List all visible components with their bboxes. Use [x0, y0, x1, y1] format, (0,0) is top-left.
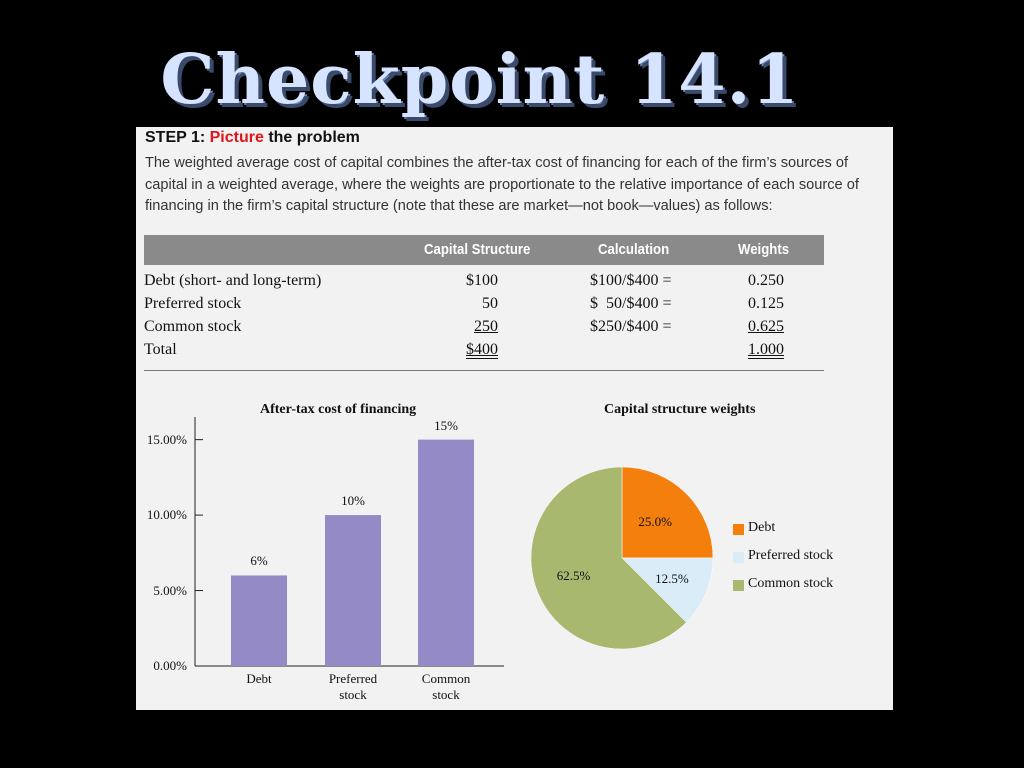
row-capital: 50 [482, 295, 498, 312]
x-category-label: Debt [246, 671, 272, 686]
bar-debt [231, 575, 287, 666]
pie-data-label: 62.5% [556, 568, 591, 584]
row-calc: $100/$400 = [590, 272, 672, 289]
y-tick-label: 5.00% [153, 582, 187, 598]
legend-label: Debt [748, 520, 776, 535]
x-category-label: Preferred stock [328, 671, 378, 702]
intro-text: The weighted average cost of capital combines the after-tax cost of financing for each of the firm’s sources of capital in a weighted average, where the weights are proportionate to the relative importance of each source of financing in the firm’s capital structure (note that these are market—not book—values) as follows: [145, 155, 859, 214]
pie-data-label: 12.5% [655, 570, 689, 586]
row-label: Debt (short- and long-term) [144, 272, 322, 289]
x-category-label: Common stock [421, 671, 471, 702]
bar-chart [136, 127, 536, 710]
row-weight: 0.125 [748, 295, 784, 312]
header-capital-structure: Capital Structure [424, 241, 531, 258]
bar-chart-svg [136, 127, 536, 710]
legend-swatch [733, 580, 744, 591]
y-tick-label: 10.00% [146, 507, 187, 523]
step-prefix: STEP 1: [145, 129, 206, 146]
row-calc: $ 50/$400 = [590, 295, 672, 312]
row-label: Total [144, 341, 177, 358]
bar-preferred-stock [325, 515, 381, 666]
row-capital: $100 [466, 272, 498, 289]
row-label: Common stock [144, 318, 242, 335]
step-suffix: the problem [268, 129, 360, 146]
step-highlight: Picture [209, 129, 264, 146]
row-weight: 1.000 [748, 341, 784, 358]
bar-data-label: 6% [250, 553, 268, 569]
row-calc: $250/$400 = [590, 318, 672, 335]
bar-data-label: 15% [434, 417, 458, 433]
row-capital: $400 [466, 341, 498, 358]
row-weight: 0.625 [748, 318, 784, 335]
bar-common-stock [418, 440, 474, 666]
bar-data-label: 10% [341, 493, 365, 509]
pie-chart-title: Capital structure weights [604, 402, 756, 417]
row-weight: 0.250 [748, 272, 784, 289]
header-calculation: Calculation [598, 241, 670, 258]
row-label: Preferred stock [144, 295, 242, 312]
pie-chart [516, 427, 893, 710]
legend-label: Preferred stock [748, 548, 834, 563]
legend-swatch [733, 552, 744, 563]
header-weights: Weights [738, 241, 790, 258]
legend-swatch [733, 524, 744, 535]
row-capital: 250 [474, 318, 498, 335]
y-tick-label: 0.00% [153, 658, 187, 673]
pie-data-label: 25.0% [638, 513, 672, 529]
pie-slice-debt [622, 467, 713, 558]
legend-label: Common stock [748, 576, 834, 591]
y-tick-label: 15.00% [146, 431, 187, 447]
slide-title: Checkpoint 14.1 [160, 40, 800, 120]
bar-chart-title: After-tax cost of financing [260, 402, 417, 417]
content-panel [136, 127, 893, 710]
